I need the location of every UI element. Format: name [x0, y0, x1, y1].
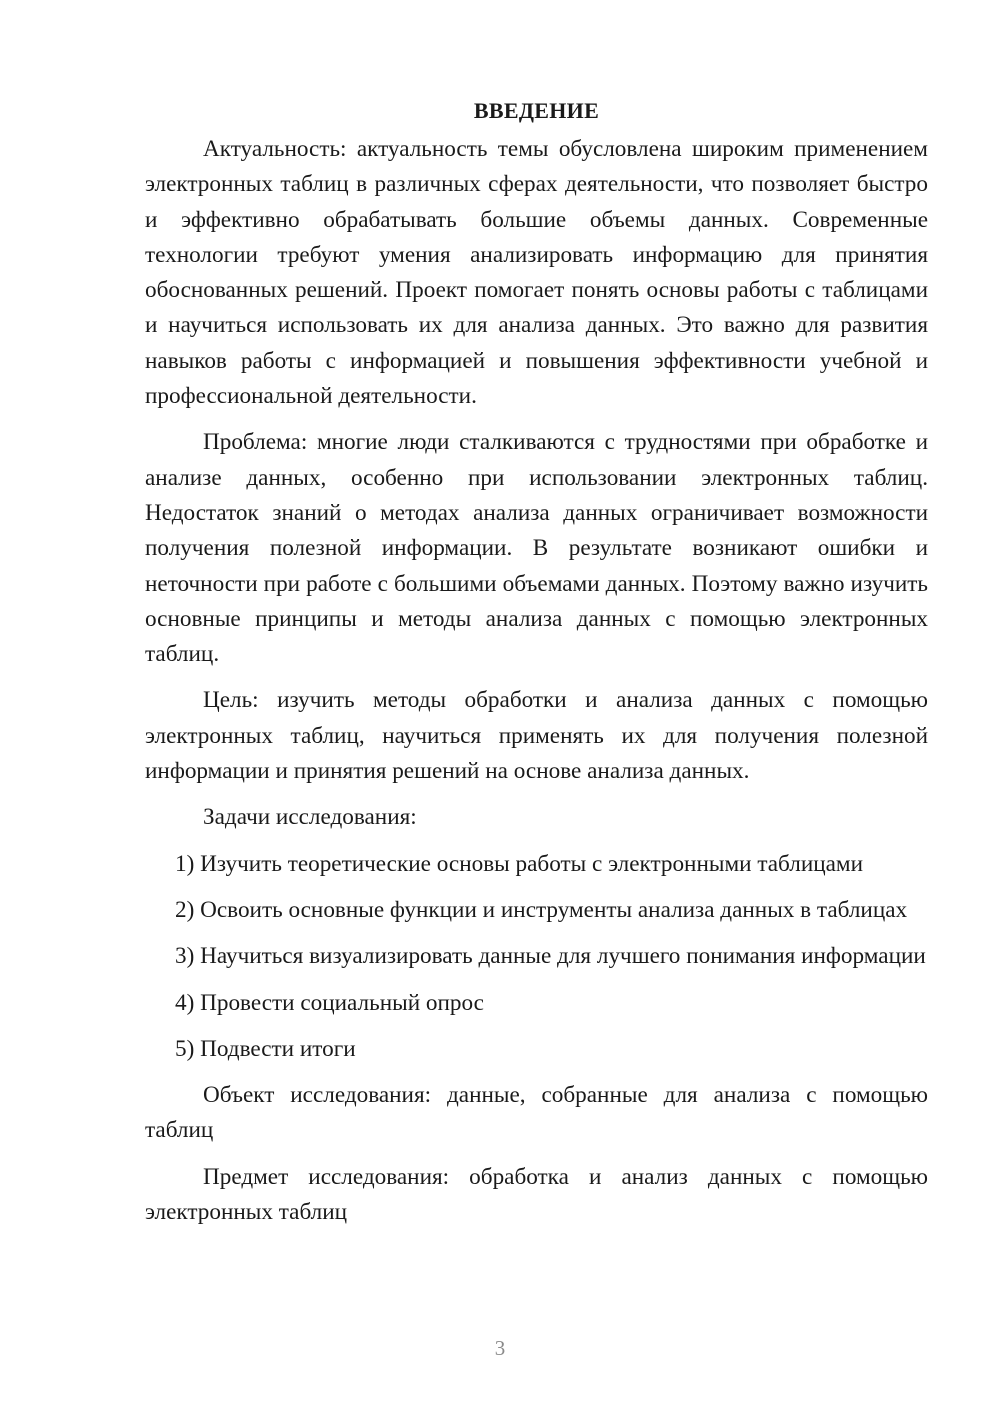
goal-paragraph: Цель: изучить методы обработки и анализа данных с помощью электронных таблиц, научиться применять их для получения полезной информации и принятия решений на основе анализа данных.	[145, 687, 928, 785]
subject-paragraph: Предмет исследования: обработка и анализ данных с помощью электронных таблиц	[145, 1163, 928, 1226]
page-content	[145, 96, 928, 1241]
page-title: ВВЕДЕНИЕ	[473, 98, 600, 123]
tasks-heading: Задачи исследования:	[203, 804, 417, 831]
task-item: 5) Подвести итоги	[175, 1035, 356, 1062]
task-item: 2) Освоить основные функции и инструменты анализа данных в таблицах	[175, 896, 908, 923]
problem-paragraph: Проблема: многие люди сталкиваются с трудностями при обработке и анализе данных, особенно при использовании электронных таблиц. Недостаток знаний о методах анализа данных ограничивает возможности получения полезной информации. В результате возникают ошибки и неточности при работе с большими объемами данных. Поэтому важно изучить основные принципы и методы анализа данных с помощью электронных таблиц.	[145, 429, 928, 668]
object-paragraph: Объект исследования: данные, собранные для анализа с помощью таблиц	[145, 1082, 928, 1144]
relevance-paragraph: Актуальность: актуальность темы обусловлена широким применением электронных таблиц в различных сферах деятельности, что позволяет быстро и эффективно обрабатывать большие объемы данных. Современные технологии требуют умения анализировать информацию для принятия обоснованных решений. Проект помогает понять основы работы с таблицами и научиться использовать их для анализа данных. Это важно для развития навыков работы с информацией и повышения эффективности учебной и профессиональной деятельности.	[145, 136, 928, 410]
task-item: 1) Изучить теоретические основы работы с электронными таблицами	[175, 850, 864, 877]
page-number: 3	[494, 1336, 506, 1360]
task-item: 4) Провести социальный опрос	[175, 989, 484, 1016]
task-item: 3) Научиться визуализировать данные для лучшего понимания информации	[175, 943, 926, 970]
